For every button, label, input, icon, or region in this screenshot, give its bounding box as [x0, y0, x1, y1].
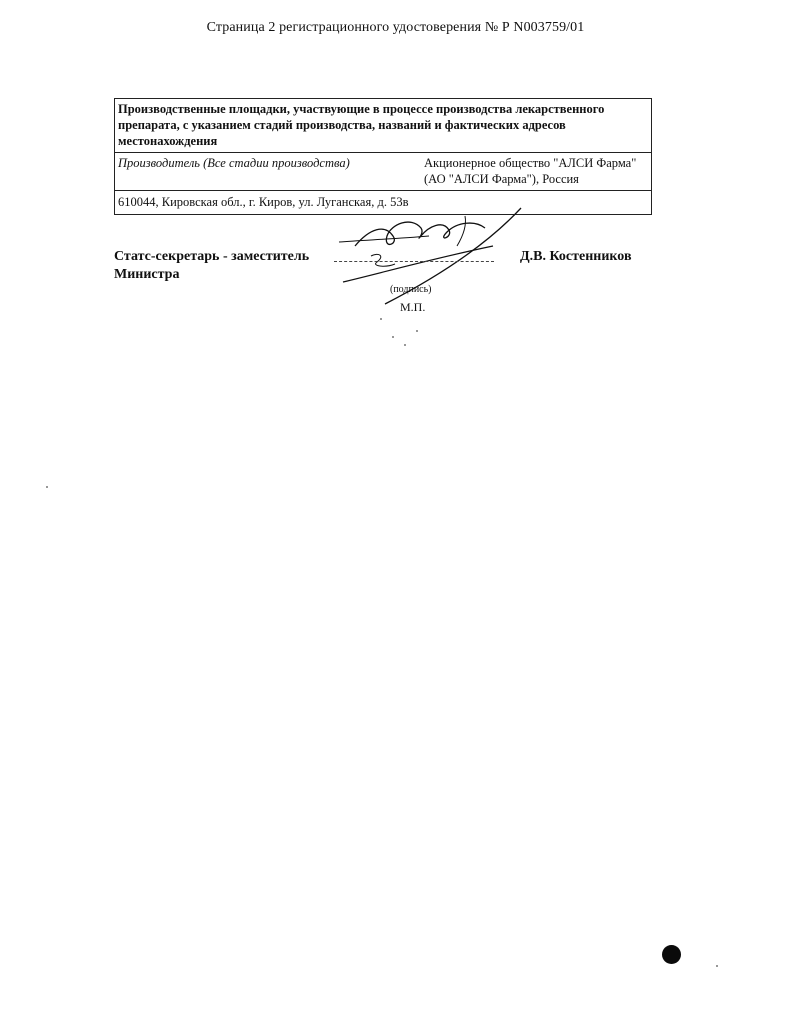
signature-line: [334, 261, 494, 262]
table-heading-row: [115, 99, 651, 152]
producer-name-line-2: (АО "АЛСИ Фарма"), Россия: [424, 172, 579, 186]
scan-speck: [392, 336, 394, 338]
producer-address: 610044, Кировская обл., г. Киров, ул. Луганская, д. 53в: [118, 195, 409, 209]
signature-caption: (подпись): [390, 284, 432, 295]
scan-speck: [404, 344, 406, 346]
production-sites-table: [114, 98, 652, 215]
producer-role: Производитель (Все стадии производства): [118, 156, 350, 170]
table-heading: Производственные площадки, участвующие в процессе производства лекарственного препарата, с указанием стадий производства, названий и фактических адресов местонахождения: [118, 102, 605, 148]
scan-speck: [46, 486, 48, 488]
producer-name-line-1: Акционерное общество "АЛСИ Фарма": [424, 156, 637, 170]
producer-name: [424, 155, 648, 187]
scan-speck: [416, 330, 418, 332]
signer-position-line-1: Статс-секретарь - заместитель: [114, 249, 310, 264]
stamp-label: М.П.: [400, 300, 426, 314]
scan-speck: [380, 318, 382, 320]
page-header: Страница 2 регистрационного удостоверения № Р N003759/01: [206, 20, 585, 35]
signer-position: [114, 248, 334, 284]
signer-position-line-2: Министра: [114, 267, 180, 282]
producer-row: [115, 152, 651, 190]
signature-block: [114, 248, 654, 358]
signer-name: Д.В. Костенников: [520, 249, 632, 264]
black-dot-mark: [662, 945, 681, 964]
scan-speck: [716, 965, 718, 967]
